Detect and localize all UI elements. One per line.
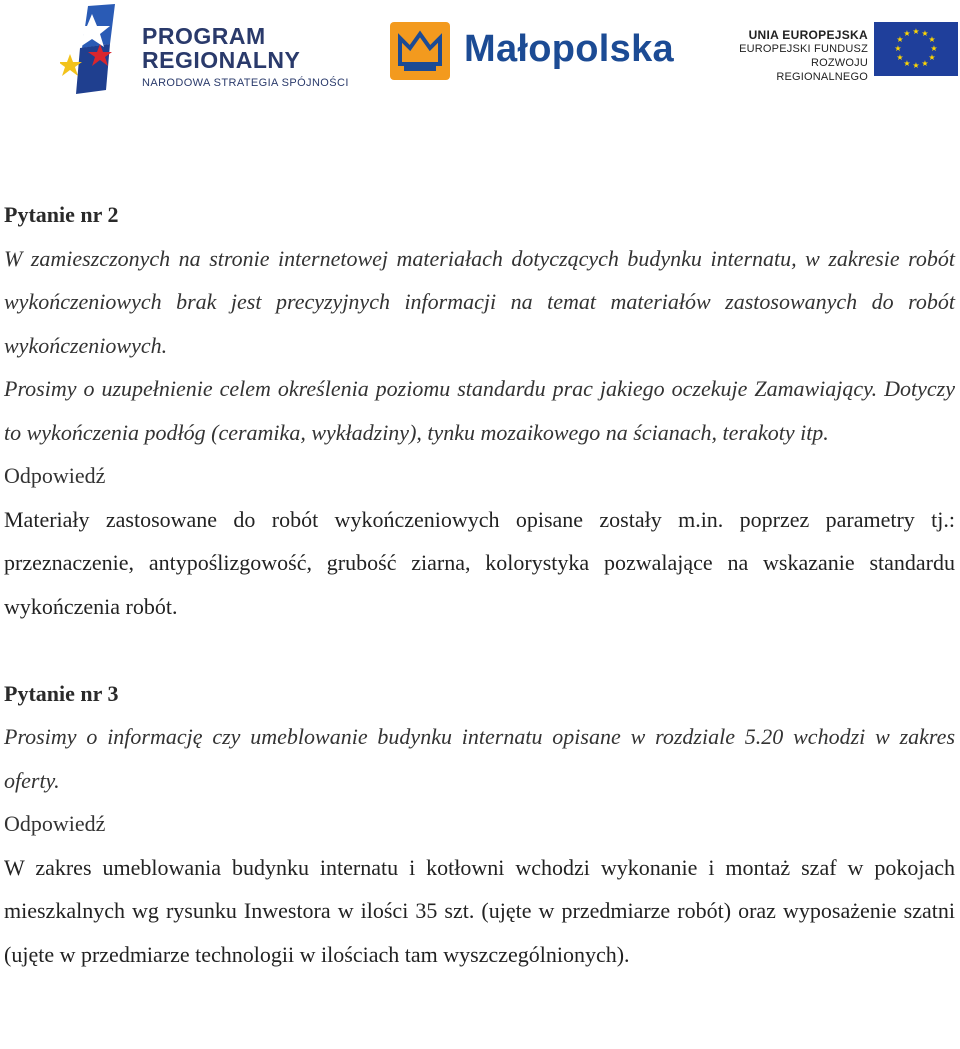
svg-text:★: ★ bbox=[896, 53, 904, 62]
svg-text:★: ★ bbox=[921, 59, 929, 68]
malopolska-crown-icon bbox=[390, 22, 450, 80]
svg-text:★: ★ bbox=[903, 29, 911, 38]
eu-logo-line1: UNIA EUROPEJSKA bbox=[748, 28, 868, 42]
section-spacer bbox=[4, 628, 955, 672]
answer-3-text: W zakres umeblowania budynku internatu i kotłowni wchodzi wykonanie i montaż szaf w pokojach mieszkalnych wg rysunku Inwestora w ilości 35 szt. (ujęte w przedmiarze robót) oraz wyposażenie szatni (ujęte w przedmiarze technologii w ilościach tam wyszczególnionych). bbox=[4, 854, 955, 967]
program-logo-line3: NARODOWA STRATEGIA SPÓJNOŚCI bbox=[142, 77, 349, 89]
program-logo-line2: REGIONALNY bbox=[142, 47, 301, 73]
program-regionalny-logo bbox=[60, 4, 360, 96]
answer-3-label: Odpowiedź bbox=[4, 811, 106, 836]
svg-text:★: ★ bbox=[903, 59, 911, 68]
svg-text:★: ★ bbox=[894, 44, 902, 53]
header-logos bbox=[0, 0, 960, 100]
svg-text:★: ★ bbox=[930, 44, 938, 53]
program-logo-line1: PROGRAM bbox=[142, 23, 266, 49]
eu-logo bbox=[718, 22, 960, 83]
eu-flag-icon bbox=[874, 22, 958, 76]
svg-text:★: ★ bbox=[928, 53, 936, 62]
question-2-text-part2: Prosimy o uzupełnienie celem określenia poziomu standardu prac jakiego oczekuje Zamawiający. Dotyczy to wykończenia podłóg (ceramika, wykładziny), tynku mozaikowego na ścianach, terakoty itp. bbox=[4, 376, 955, 445]
eu-logo-line3: ROZWOJU REGIONALNEGO bbox=[776, 57, 868, 83]
svg-text:★: ★ bbox=[912, 61, 920, 70]
answer-2-label: Odpowiedź bbox=[4, 463, 106, 488]
svg-text:★: ★ bbox=[896, 35, 904, 44]
answer-2-text: Materiały zastosowane do robót wykończeniowych opisane zostały m.in. poprzez parametry tj.: przeznaczenie, antypoślizgowość, grubość ziarna, kolorystyka pozwalające na wskazanie standardu wykończenia robót. bbox=[4, 506, 955, 619]
question-3-heading: Pytanie nr 3 bbox=[4, 680, 119, 706]
malopolska-logo-text: Małopolska bbox=[464, 28, 674, 70]
question-3-text: Prosimy o informację czy umeblowanie budynku internatu opisane w rozdziale 5.20 wchodzi w zakres oferty. bbox=[4, 724, 955, 793]
eu-logo-line2: EUROPEJSKI FUNDUSZ bbox=[739, 43, 868, 55]
svg-text:★: ★ bbox=[912, 27, 920, 36]
malopolska-logo bbox=[390, 20, 690, 80]
question-2-text-part1: W zamieszczonych na stronie internetowej materiałach dotyczących budynku internatu, w zakresie robót wykończeniowych brak jest precyzyjnych informacji na temat materiałów zastosowanych do robót wykończeniowych. bbox=[4, 245, 955, 358]
svg-text:★: ★ bbox=[928, 35, 936, 44]
question-2-heading: Pytanie nr 2 bbox=[4, 202, 119, 227]
document-body bbox=[4, 193, 955, 976]
svg-text:★: ★ bbox=[921, 29, 929, 38]
program-star-emblem-icon bbox=[60, 4, 130, 94]
